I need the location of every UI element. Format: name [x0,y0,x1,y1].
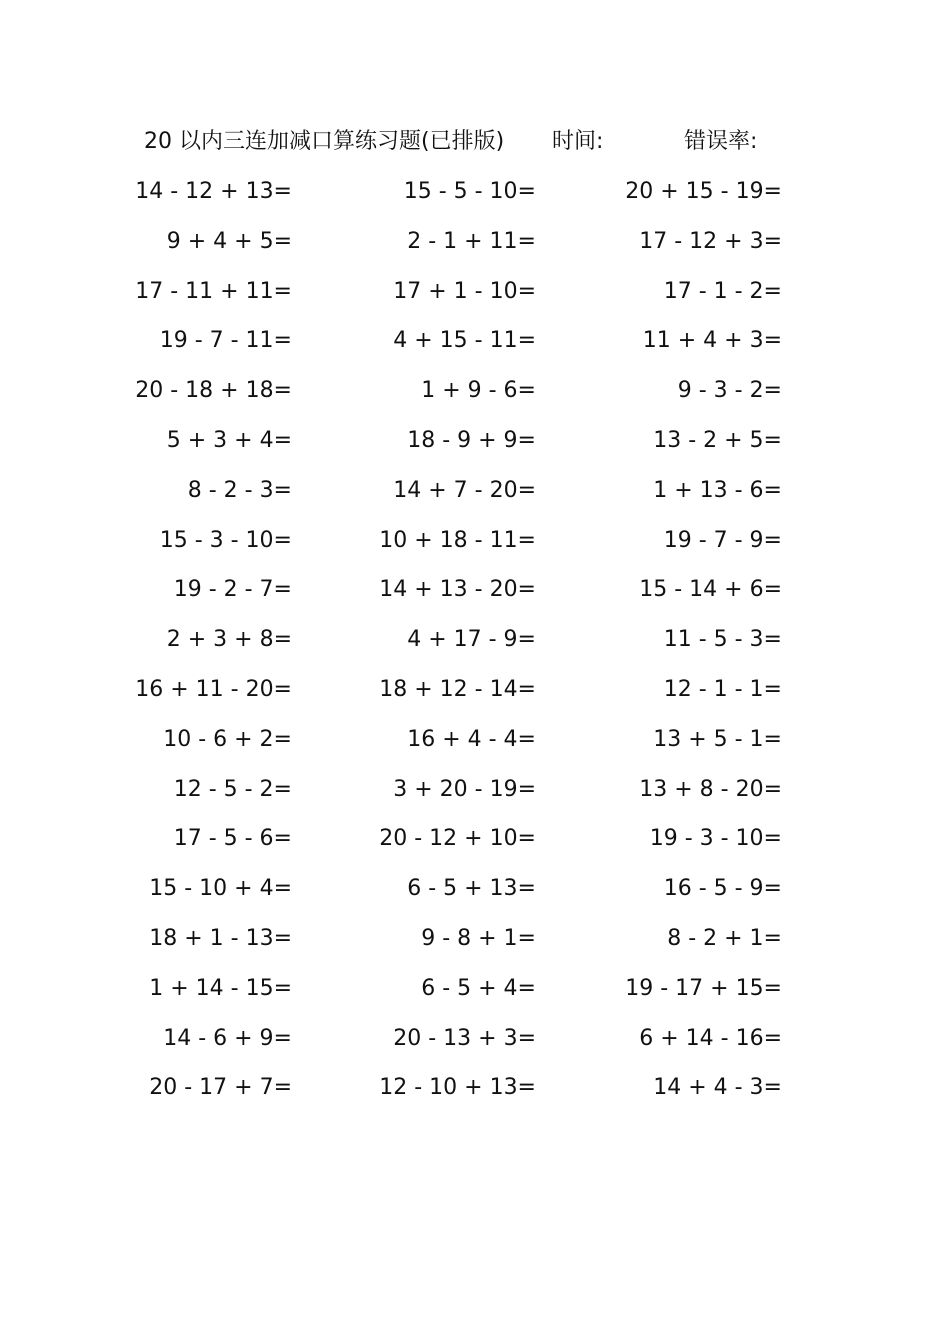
arithmetic-problem: 6 + 14 - 16= [639,1025,782,1051]
problem-row [0,222,950,272]
arithmetic-problem: 14 - 6 + 9= [163,1025,292,1051]
arithmetic-problem: 10 - 6 + 2= [163,726,292,752]
arithmetic-problem: 4 + 15 - 11= [393,328,536,354]
problem-row [0,670,950,720]
arithmetic-problem: 9 - 8 + 1= [421,925,536,951]
arithmetic-problem: 19 - 7 - 11= [159,328,292,354]
arithmetic-problem: 11 + 4 + 3= [642,328,782,354]
arithmetic-problem: 19 - 7 - 9= [663,527,782,553]
arithmetic-problem: 12 - 10 + 13= [379,1075,536,1101]
arithmetic-problem: 3 + 20 - 19= [393,776,536,802]
arithmetic-problem: 17 - 12 + 3= [639,228,782,254]
arithmetic-problem: 17 + 1 - 10= [393,278,536,304]
arithmetic-problem: 10 + 18 - 11= [379,527,536,553]
problem-row [0,272,950,322]
arithmetic-problem: 17 - 5 - 6= [173,826,292,852]
arithmetic-problem: 16 + 4 - 4= [407,726,536,752]
arithmetic-problem: 5 + 3 + 4= [166,427,292,453]
problem-row [0,869,950,919]
arithmetic-problem: 8 - 2 + 1= [667,925,782,951]
problem-row [0,172,950,222]
problem-row [0,570,950,620]
problem-row [0,1019,950,1069]
error-rate-label: 错误率: [684,129,758,154]
problem-grid [0,172,950,1118]
worksheet-title: 20 以内三连加减口算练习题(已排版) [144,129,505,154]
time-label: 时间: [552,129,604,154]
arithmetic-problem: 17 - 11 + 11= [135,278,292,304]
arithmetic-problem: 16 - 5 - 9= [663,876,782,902]
arithmetic-problem: 16 + 11 - 20= [135,676,292,702]
arithmetic-problem: 14 + 13 - 20= [379,577,536,603]
arithmetic-problem: 20 - 17 + 7= [149,1075,292,1101]
problem-row [0,321,950,371]
arithmetic-problem: 11 - 5 - 3= [663,627,782,653]
arithmetic-problem: 14 + 4 - 3= [653,1075,782,1101]
arithmetic-problem: 2 + 3 + 8= [166,627,292,653]
problem-row [0,969,950,1019]
arithmetic-problem: 1 + 14 - 15= [149,975,292,1001]
problem-row [0,819,950,869]
arithmetic-problem: 6 - 5 + 4= [421,975,536,1001]
problem-row [0,620,950,670]
arithmetic-problem: 20 - 12 + 10= [379,826,536,852]
worksheet-header [144,124,844,160]
arithmetic-problem: 4 + 17 - 9= [407,627,536,653]
arithmetic-problem: 13 + 8 - 20= [639,776,782,802]
arithmetic-problem: 12 - 5 - 2= [173,776,292,802]
problem-row [0,1068,950,1118]
arithmetic-problem: 9 + 4 + 5= [166,228,292,254]
problem-row [0,421,950,471]
problem-row [0,471,950,521]
arithmetic-problem: 18 + 12 - 14= [379,676,536,702]
arithmetic-problem: 15 - 3 - 10= [159,527,292,553]
arithmetic-problem: 20 + 15 - 19= [625,179,782,204]
arithmetic-problem: 20 - 18 + 18= [135,378,292,404]
arithmetic-problem: 20 - 13 + 3= [393,1025,536,1051]
arithmetic-problem: 15 - 10 + 4= [149,876,292,902]
arithmetic-problem: 12 - 1 - 1= [663,676,782,702]
arithmetic-problem: 2 - 1 + 11= [407,228,536,254]
arithmetic-problem: 8 - 2 - 3= [187,477,292,503]
arithmetic-problem: 13 - 2 + 5= [653,427,782,453]
arithmetic-problem: 1 + 13 - 6= [653,477,782,503]
arithmetic-problem: 19 - 3 - 10= [649,826,782,852]
arithmetic-problem: 18 - 9 + 9= [407,427,536,453]
arithmetic-problem: 15 - 5 - 10= [403,179,536,204]
arithmetic-problem: 13 + 5 - 1= [653,726,782,752]
problem-row [0,919,950,969]
problem-row [0,521,950,571]
arithmetic-problem: 14 + 7 - 20= [393,477,536,503]
arithmetic-problem: 9 - 3 - 2= [677,378,782,404]
arithmetic-problem: 15 - 14 + 6= [639,577,782,603]
arithmetic-problem: 19 - 2 - 7= [173,577,292,603]
arithmetic-problem: 1 + 9 - 6= [421,378,536,404]
arithmetic-problem: 19 - 17 + 15= [625,975,782,1001]
arithmetic-problem: 6 - 5 + 13= [407,876,536,902]
arithmetic-problem: 14 - 12 + 13= [135,179,292,204]
problem-row [0,770,950,820]
problem-row [0,720,950,770]
arithmetic-problem: 17 - 1 - 2= [663,278,782,304]
problem-row [0,371,950,421]
arithmetic-problem: 18 + 1 - 13= [149,925,292,951]
